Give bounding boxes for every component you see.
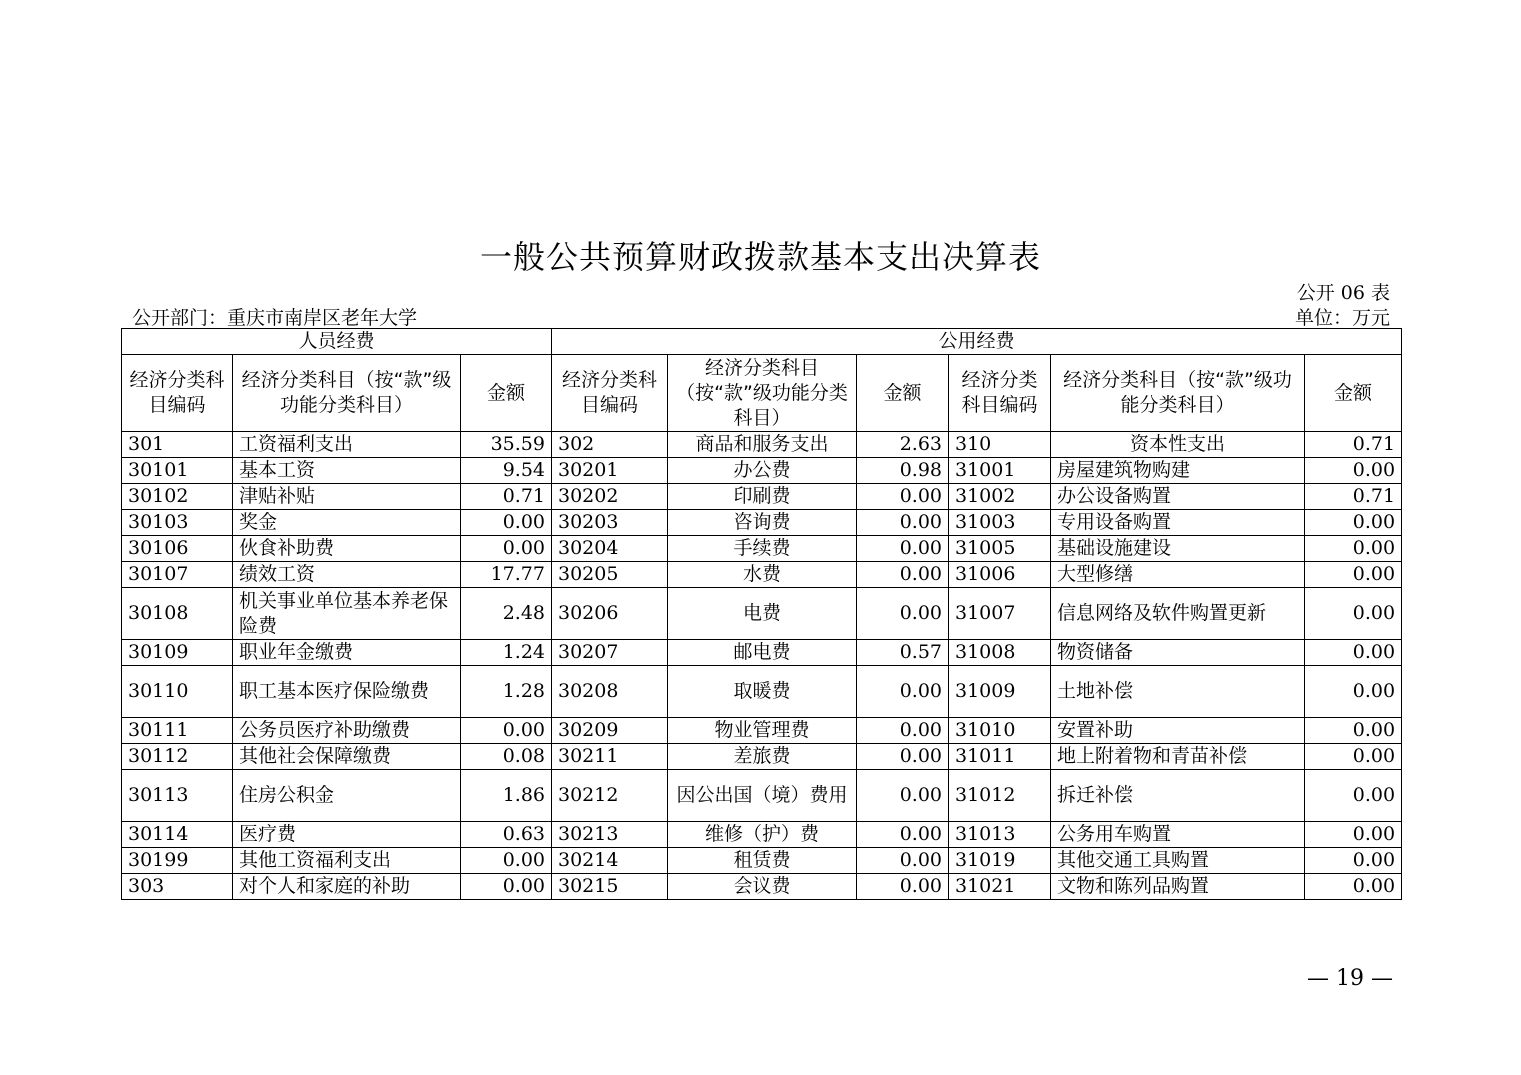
subject-cell: 职工基本医疗保险缴费 xyxy=(233,666,461,718)
amount-cell: 0.98 xyxy=(857,458,949,484)
table-row xyxy=(122,588,1402,640)
page-number: — 19 — xyxy=(1307,966,1393,991)
subject-cell: 公务用车购置 xyxy=(1051,822,1305,848)
code-cell: 30202 xyxy=(552,484,668,510)
subject-cell: 房屋建筑物购建 xyxy=(1051,458,1305,484)
code-cell: 30203 xyxy=(552,510,668,536)
code-cell: 31006 xyxy=(949,562,1051,588)
group-header-public: 公用经费 xyxy=(552,329,1402,355)
code-cell: 30211 xyxy=(552,744,668,770)
amount-cell: 0.00 xyxy=(1305,744,1402,770)
code-cell: 31003 xyxy=(949,510,1051,536)
table-row xyxy=(122,536,1402,562)
header-subject: 经济分类科目（按“款”级功能分类科目） xyxy=(668,355,857,432)
amount-cell: 0.00 xyxy=(1305,458,1402,484)
code-cell: 30209 xyxy=(552,718,668,744)
amount-cell: 2.63 xyxy=(857,432,949,458)
subject-cell: 工资福利支出 xyxy=(233,432,461,458)
code-cell: 30206 xyxy=(552,588,668,640)
subject-cell: 邮电费 xyxy=(668,640,857,666)
table-row xyxy=(122,510,1402,536)
table-row xyxy=(122,562,1402,588)
code-cell: 31007 xyxy=(949,588,1051,640)
subject-cell: 物资储备 xyxy=(1051,640,1305,666)
subject-cell: 专用设备购置 xyxy=(1051,510,1305,536)
subject-cell: 公务员医疗补助缴费 xyxy=(233,718,461,744)
code-cell: 30212 xyxy=(552,770,668,822)
amount-cell: 0.63 xyxy=(461,822,552,848)
subject-cell: 基础设施建设 xyxy=(1051,536,1305,562)
table-row xyxy=(122,718,1402,744)
subject-cell: 印刷费 xyxy=(668,484,857,510)
code-cell: 302 xyxy=(552,432,668,458)
amount-cell: 0.00 xyxy=(461,848,552,874)
subject-cell: 其他工资福利支出 xyxy=(233,848,461,874)
amount-cell: 0.00 xyxy=(1305,640,1402,666)
code-cell: 30101 xyxy=(122,458,233,484)
amount-cell: 17.77 xyxy=(461,562,552,588)
subject-cell: 基本工资 xyxy=(233,458,461,484)
amount-cell: 0.00 xyxy=(857,770,949,822)
code-cell: 30215 xyxy=(552,874,668,900)
subject-cell: 住房公积金 xyxy=(233,770,461,822)
code-cell: 310 xyxy=(949,432,1051,458)
table-row xyxy=(122,822,1402,848)
code-cell: 301 xyxy=(122,432,233,458)
code-cell: 31001 xyxy=(949,458,1051,484)
amount-cell: 0.00 xyxy=(857,874,949,900)
subject-cell: 拆迁补偿 xyxy=(1051,770,1305,822)
code-cell: 31008 xyxy=(949,640,1051,666)
code-cell: 31019 xyxy=(949,848,1051,874)
department-label: 公开部门：重庆市南岸区老年大学 xyxy=(132,307,418,329)
subject-cell: 机关事业单位基本养老保险费 xyxy=(233,588,461,640)
form-number: 公开 06 表 xyxy=(1296,282,1390,304)
table-row xyxy=(122,458,1402,484)
code-cell: 31012 xyxy=(949,770,1051,822)
table-row xyxy=(122,484,1402,510)
amount-cell: 0.00 xyxy=(857,718,949,744)
subject-cell: 维修（护）费 xyxy=(668,822,857,848)
code-cell: 31010 xyxy=(949,718,1051,744)
amount-cell: 0.00 xyxy=(1305,666,1402,718)
amount-cell: 0.00 xyxy=(857,744,949,770)
code-cell: 30108 xyxy=(122,588,233,640)
subject-cell: 土地补偿 xyxy=(1051,666,1305,718)
code-cell: 30113 xyxy=(122,770,233,822)
subject-cell: 租赁费 xyxy=(668,848,857,874)
header-code: 经济分类科目编码 xyxy=(122,355,233,432)
code-cell: 303 xyxy=(122,874,233,900)
code-cell: 31009 xyxy=(949,666,1051,718)
table-body xyxy=(122,432,1402,900)
amount-cell: 0.00 xyxy=(857,562,949,588)
page-title: 一般公共预算财政拨款基本支出决算表 xyxy=(479,238,1041,276)
subject-cell: 信息网络及软件购置更新 xyxy=(1051,588,1305,640)
subject-cell: 地上附着物和青苗补偿 xyxy=(1051,744,1305,770)
header-amount: 金额 xyxy=(857,355,949,432)
subject-cell: 办公设备购置 xyxy=(1051,484,1305,510)
amount-cell: 0.00 xyxy=(1305,848,1402,874)
amount-cell: 0.00 xyxy=(857,666,949,718)
code-cell: 30107 xyxy=(122,562,233,588)
subject-cell: 大型修缮 xyxy=(1051,562,1305,588)
code-cell: 30102 xyxy=(122,484,233,510)
amount-cell: 0.00 xyxy=(1305,510,1402,536)
subject-cell: 咨询费 xyxy=(668,510,857,536)
amount-cell: 0.00 xyxy=(857,484,949,510)
code-cell: 30208 xyxy=(552,666,668,718)
subject-cell: 其他交通工具购置 xyxy=(1051,848,1305,874)
subject-cell: 办公费 xyxy=(668,458,857,484)
code-cell: 31005 xyxy=(949,536,1051,562)
header-amount: 金额 xyxy=(461,355,552,432)
code-cell: 30199 xyxy=(122,848,233,874)
table-row xyxy=(122,432,1402,458)
subject-cell: 取暖费 xyxy=(668,666,857,718)
subject-cell: 职业年金缴费 xyxy=(233,640,461,666)
amount-cell: 1.24 xyxy=(461,640,552,666)
amount-cell: 0.00 xyxy=(857,848,949,874)
amount-cell: 0.00 xyxy=(1305,822,1402,848)
table-row xyxy=(122,744,1402,770)
code-cell: 30205 xyxy=(552,562,668,588)
subject-cell: 安置补助 xyxy=(1051,718,1305,744)
header-amount: 金额 xyxy=(1305,355,1402,432)
amount-cell: 0.00 xyxy=(1305,536,1402,562)
subject-cell: 资本性支出 xyxy=(1051,432,1305,458)
code-cell: 30214 xyxy=(552,848,668,874)
unit-label: 单位：万元 xyxy=(1294,307,1390,329)
table-row xyxy=(122,666,1402,718)
amount-cell: 0.00 xyxy=(1305,562,1402,588)
amount-cell: 0.00 xyxy=(1305,588,1402,640)
subject-cell: 因公出国（境）费用 xyxy=(668,770,857,822)
code-cell: 30112 xyxy=(122,744,233,770)
code-cell: 30106 xyxy=(122,536,233,562)
amount-cell: 0.00 xyxy=(1305,770,1402,822)
amount-cell: 0.71 xyxy=(1305,484,1402,510)
code-cell: 31011 xyxy=(949,744,1051,770)
amount-cell: 0.57 xyxy=(857,640,949,666)
subject-cell: 其他社会保障缴费 xyxy=(233,744,461,770)
subject-cell: 商品和服务支出 xyxy=(668,432,857,458)
table-row xyxy=(122,770,1402,822)
amount-cell: 0.00 xyxy=(461,510,552,536)
amount-cell: 1.86 xyxy=(461,770,552,822)
subject-cell: 会议费 xyxy=(668,874,857,900)
code-cell: 31013 xyxy=(949,822,1051,848)
amount-cell: 0.00 xyxy=(857,536,949,562)
header-subject: 经济分类科目（按“款”级功能分类科目） xyxy=(1051,355,1305,432)
code-cell: 30103 xyxy=(122,510,233,536)
subject-cell: 水费 xyxy=(668,562,857,588)
subject-cell: 绩效工资 xyxy=(233,562,461,588)
code-cell: 30110 xyxy=(122,666,233,718)
subject-cell: 文物和陈列品购置 xyxy=(1051,874,1305,900)
code-cell: 30207 xyxy=(552,640,668,666)
code-cell: 30201 xyxy=(552,458,668,484)
code-cell: 30213 xyxy=(552,822,668,848)
amount-cell: 35.59 xyxy=(461,432,552,458)
code-cell: 30111 xyxy=(122,718,233,744)
code-cell: 30204 xyxy=(552,536,668,562)
code-cell: 30114 xyxy=(122,822,233,848)
table-row xyxy=(122,848,1402,874)
header-code: 经济分类科目编码 xyxy=(949,355,1051,432)
subject-cell: 津贴补贴 xyxy=(233,484,461,510)
amount-cell: 2.48 xyxy=(461,588,552,640)
amount-cell: 0.00 xyxy=(461,718,552,744)
amount-cell: 0.71 xyxy=(461,484,552,510)
amount-cell: 0.00 xyxy=(461,874,552,900)
table-row xyxy=(122,640,1402,666)
amount-cell: 0.00 xyxy=(1305,874,1402,900)
subject-cell: 奖金 xyxy=(233,510,461,536)
subject-cell: 对个人和家庭的补助 xyxy=(233,874,461,900)
subject-cell: 物业管理费 xyxy=(668,718,857,744)
amount-cell: 0.00 xyxy=(1305,718,1402,744)
amount-cell: 1.28 xyxy=(461,666,552,718)
table-row xyxy=(122,874,1402,900)
amount-cell: 9.54 xyxy=(461,458,552,484)
header-code: 经济分类科目编码 xyxy=(552,355,668,432)
header-subject: 经济分类科目（按“款”级功能分类科目） xyxy=(233,355,461,432)
amount-cell: 0.71 xyxy=(1305,432,1402,458)
expenditure-table xyxy=(121,328,1402,900)
amount-cell: 0.00 xyxy=(857,510,949,536)
group-header-personnel: 人员经费 xyxy=(122,329,552,355)
code-cell: 31002 xyxy=(949,484,1051,510)
code-cell: 30109 xyxy=(122,640,233,666)
amount-cell: 0.00 xyxy=(857,822,949,848)
subject-cell: 差旅费 xyxy=(668,744,857,770)
amount-cell: 0.00 xyxy=(461,536,552,562)
subject-cell: 电费 xyxy=(668,588,857,640)
amount-cell: 0.08 xyxy=(461,744,552,770)
code-cell: 31021 xyxy=(949,874,1051,900)
subject-cell: 伙食补助费 xyxy=(233,536,461,562)
subject-cell: 医疗费 xyxy=(233,822,461,848)
subject-cell: 手续费 xyxy=(668,536,857,562)
amount-cell: 0.00 xyxy=(857,588,949,640)
